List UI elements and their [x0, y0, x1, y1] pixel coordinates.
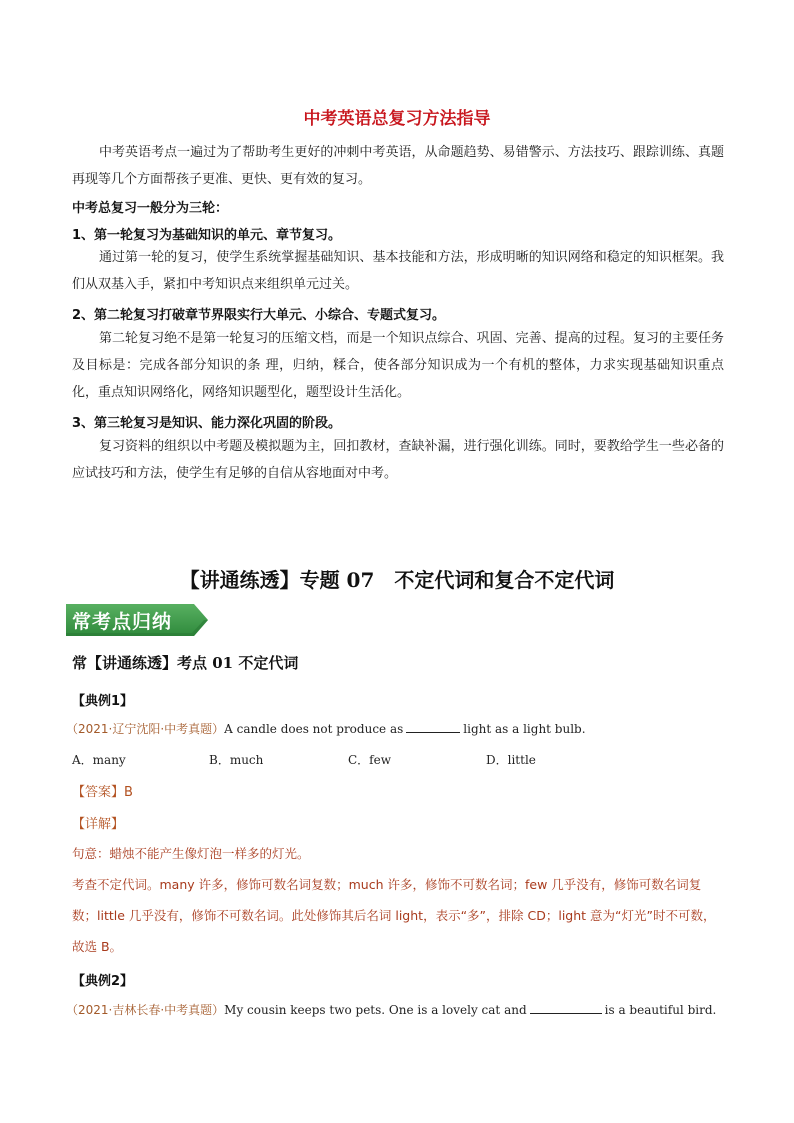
keypoint-title: 常【讲通练透】考点 01 不定代词	[72, 654, 299, 672]
rounds-heading: 中考总复习一般分为三轮：	[72, 201, 229, 216]
option-b: B．much	[209, 753, 264, 767]
answer-value: B	[124, 785, 133, 800]
banner-label: 常考点归纳	[72, 611, 173, 633]
option-a: A．many	[72, 753, 126, 767]
topic-title: 【讲通练透】专题 07 不定代词和复合不定代词	[179, 568, 615, 592]
example2-question-before: My cousin keeps two pets. One is a lovely cat and	[224, 1003, 527, 1017]
explanation-text: 考查不定代词。many 许多，修饰可数名词复数；much 许多，修饰不可数名词；few 几乎没有，修饰可数名词复数；little 几乎没有，修饰不可数名词。此处修饰其后名词 light，表示“多”，排除 CD；light 意为“灯光”时不可数，故选 B。	[72, 877, 716, 954]
answer-label: 【答案】	[72, 785, 125, 800]
round2-text: 第二轮复习绝不是第一轮复习的压缩文档，而是一个知识点综合、巩固、完善、提高的过程。复习的主要任务及目标是：完成各部分知识的条 理，归纳，糅合，使各部分知识成为一个有机的整体，力求实现基础知识重点化，重点知识网络化，网络知识题型化，题型设计生活化。	[72, 331, 724, 400]
example1-question	[66, 720, 586, 737]
round2-heading: 2、第二轮复习打破章节界限实行大单元、小综合、专题式复习。	[72, 308, 446, 323]
option-c: C．few	[348, 753, 391, 767]
example2-source: （2021·吉林长春·中考真题）	[66, 1003, 225, 1017]
topic-banner	[66, 604, 208, 636]
round3-heading: 3、第三轮复习是知识、能力深化巩固的阶段。	[72, 416, 342, 431]
answer-blank	[406, 721, 460, 733]
answer-row	[72, 781, 133, 800]
round1-text: 通过第一轮的复习，使学生系统掌握基础知识、基本技能和方法，形成明晰的知识网络和稳定的知识框架。我们从双基入手，紧扣中考知识点来组织单元过关。	[72, 250, 724, 292]
example2-question-after: is a beautiful bird.	[604, 1003, 717, 1017]
option-d: D．little	[486, 753, 536, 767]
example1-label: 【典例1】	[72, 694, 134, 709]
example1-question-before: A candle does not produce as	[224, 722, 404, 736]
example2-label: 【典例2】	[72, 974, 134, 989]
guide-title: 中考英语总复习方法指导	[303, 109, 491, 129]
round3-text: 复习资料的组织以中考题及模拟题为主，回扣教材，查缺补漏，进行强化训练。同时，要教给学生一些必备的应试技巧和方法，使学生有足够的自信从容地面对中考。	[72, 439, 724, 481]
example1-question-after: light as a light bulb.	[463, 722, 586, 736]
answer-blank	[530, 1002, 602, 1014]
example2-question	[66, 1001, 716, 1018]
detail-label: 【详解】	[72, 817, 125, 832]
sentence-meaning: 句意：蜡烛不能产生像灯泡一样多的灯光。	[72, 846, 310, 861]
example1-source: （2021·辽宁沈阳·中考真题）	[66, 722, 225, 736]
guide-intro: 中考英语考点一遍过为了帮助考生更好的冲刺中考英语，从命题趋势、易错警示、方法技巧、跟踪训练、真题再现等几个方面帮孩子更准、更快、更有效的复习。	[72, 145, 724, 187]
round1-heading: 1、第一轮复习为基础知识的单元、章节复习。	[72, 228, 342, 243]
